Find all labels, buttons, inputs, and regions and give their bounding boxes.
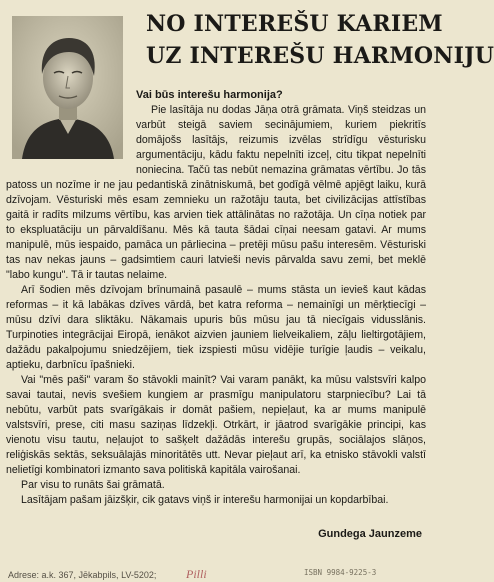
publisher-address: Adrese: a.k. 367, Jēkabpils, LV-5202;: [8, 570, 157, 580]
isbn-label: ISBN 9984-9225-3: [304, 568, 377, 577]
author-signature: Gundega Jaunzeme: [318, 528, 422, 540]
paragraph-2: Arī šodien mēs dzīvojam brīnumainā pasaulē – mums stāsta un ievieš kaut kādas reformas – it kā labākas dzīves vārdā, bet katra reforma – nemainīgi un mērķtiecīgi – mūsu dzīvi dara sliktāku. Nākamais upuris būs mūsu jau tā niecīgais vidusslānis. Turpinoties integrācijai Eiropā, ienākot aizvien jauniem lielveikaliem, zāļu lieltirgotājiem, dažādu pakalpojumu sniedzējiem, tiek izspiesti mūsu vidējie turīgie ļaudis – veikalu, aptieku, darbnīcu īpašnieki.: [6, 284, 426, 371]
title-line-2: UZ INTEREŠU HARMONIJU: [146, 43, 494, 69]
back-cover-text: [6, 88, 426, 508]
handwritten-note: Pilli: [186, 567, 207, 581]
book-title: [146, 8, 494, 72]
photo-wrap-spacer: [6, 88, 136, 168]
title-line-1: NO INTEREŠU KARIEM: [146, 11, 443, 37]
paragraph-3: Vai "mēs paši" varam šo stāvokli mainīt? Vai varam panākt, ka mūsu valstsvīri kalpo savai tautai, nevis svešiem kungiem ar prasmīgu manipulatoru starpniecību? Lai tā nebūtu, varbūt pats svarīgākais ir domāt pašiem, nepieļaut, ka ar mums manipulē valstsvīri, prese, citi masu saziņas līdzekļi. Otrkārt, ir jāatrod svarīgākie principi, kas vienotu visu tautu, neļaujot to sašķelt dažādās interešu grupās, sociālajos slāņos, reliģiskās sektās, seksuālajās minoritātēs utt. Nevar pieļaut arī, ka etnisko stāvokli valstī nelietīgi kombinatori izmanto sava politiskā kapitāla vairošanai.: [6, 374, 426, 476]
section-subheading: Vai būs interešu harmonija?: [136, 89, 283, 101]
footer-strip: [0, 567, 434, 581]
paragraph-4: Par visu to runāts šai grāmatā.: [21, 479, 165, 491]
paragraph-1: Pie lasītāja nu dodas Jāņa otrā grāmata. Viņš steidzas un varbūt steigā saviem secinājumiem, kuriem piekritīs domājošs lasītājs, reizumis izvēlas strīdīgu vēsturisku argumentāciju, kādu faktu nepelnīti izceļ, citu tikpat nepelnīti noniecina. Tačū tas nebūt nemazina grāmatas vērtību. Jo tās patoss un nozīme ir ne jau pedantiskā zinātniskumā, bet godīgā vēlmē apjēgt laiku, kurā dzīvojam. Vēsturiski mēs esam zemnieku un ražotāju tauta, bet civilizācijas attīstības gaitā ir radīts milzums vērtību, kas arvien tiek attālinātas no ražotāja. Un cīņa notiek par to ekspluatāciju un pārvaldīšanu. Mēs kā tauta šādai cīņai neesam gatavi. Ar mums manipulē, mūs iespaido, pamāca un pārliecina – pretēji mūsu pašu interesēm. Vēsturiski tas nav nekas jauns – gadsimtiem cauri latvieši nevis pārvalda savu zemi, bet meklē "labo kungu". Tā ir tautas nelaime.: [6, 104, 426, 281]
paragraph-5: Lasītājam pašam jāizšķir, cik gatavs viņš ir interešu harmonijai un kopdarbībai.: [21, 494, 389, 506]
